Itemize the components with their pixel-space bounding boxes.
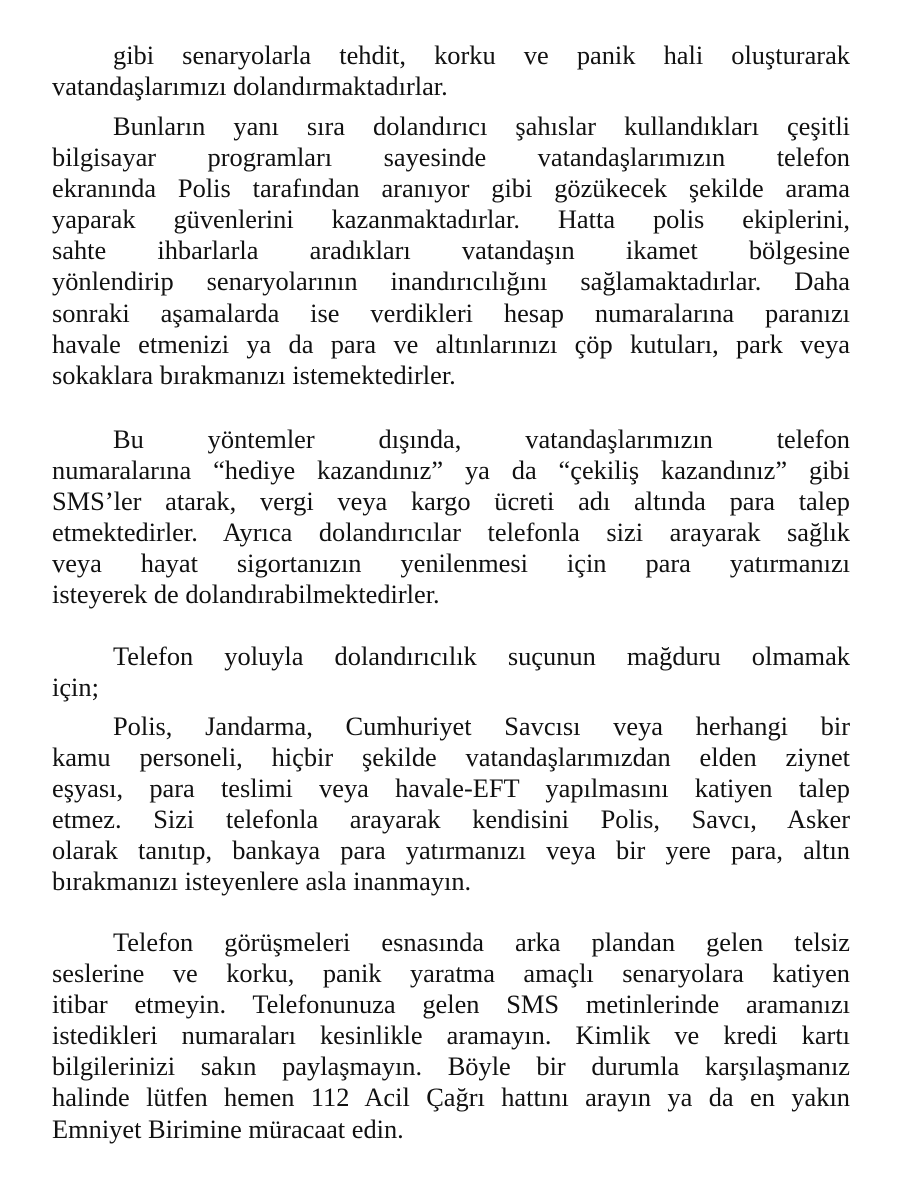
- paragraph-1: [52, 40, 850, 102]
- text-line: seslerine ve korku, panik yaratma amaçlı senaryolara katiyen: [52, 958, 850, 989]
- text-line: isteyerek de dolandırabilmektedirler.: [52, 579, 440, 610]
- text-line: yaparak güvenlerini kazanmaktadırlar. Hatta polis ekiplerini,: [52, 204, 850, 235]
- text-line: Telefon yoluyla dolandırıcılık suçunun mağduru olmamak: [113, 641, 850, 671]
- text-line: ekranında Polis tarafından aranıyor gibi gözükecek şekilde arama: [52, 173, 850, 204]
- text-line: Emniyet Birimine müracaat edin.: [52, 1113, 404, 1144]
- paragraph-5: [52, 711, 850, 898]
- text-line: eşyası, para teslimi veya havale-EFT yapılmasını katiyen talep: [52, 773, 850, 804]
- text-line: bırakmanızı isteyenlere asla inanmayın.: [52, 866, 472, 897]
- text-line: sahte ihbarlarla aradıkları vatandaşın ikamet bölgesine: [52, 235, 850, 266]
- paragraph-6: [52, 927, 850, 1145]
- text-line: için;: [52, 672, 99, 703]
- paragraph-3: [52, 424, 850, 611]
- paragraph-4: [52, 641, 850, 703]
- text-line: Polis, Jandarma, Cumhuriyet Savcısı veya herhangi bir: [113, 711, 850, 741]
- text-line: bilgilerinizi sakın paylaşmayın. Böyle bir durumla karşılaşmanız: [52, 1051, 850, 1082]
- text-line: kamu personeli, hiçbir şekilde vatandaşlarımızdan elden ziynet: [52, 742, 850, 773]
- text-line: SMS’ler atarak, vergi veya kargo ücreti adı altında para talep: [52, 486, 850, 517]
- text-line: halinde lütfen hemen 112 Acil Çağrı hattını arayın ya da en yakın: [52, 1082, 850, 1113]
- text-line: Bunların yanı sıra dolandırıcı şahıslar kullandıkları çeşitli: [113, 111, 850, 141]
- text-line: bilgisayar programları sayesinde vatandaşlarımızın telefon: [52, 142, 850, 173]
- text-line: itibar etmeyin. Telefonunuza gelen SMS metinlerinde aramanızı: [52, 989, 850, 1020]
- text-line: numaralarına “hediye kazandınız” ya da “çekiliş kazandınız” gibi: [52, 455, 850, 486]
- text-line: sokaklara bırakmanızı istemektedirler.: [52, 359, 456, 390]
- text-line: etmez. Sizi telefonla arayarak kendisini Polis, Savcı, Asker: [52, 804, 850, 835]
- text-line: vatandaşlarımızı dolandırmaktadırlar.: [52, 71, 448, 102]
- text-line: havale etmenizi ya da para ve altınlarınızı çöp kutuları, park veya: [52, 328, 850, 359]
- text-line: yönlendirip senaryolarının inandırıcılığını sağlamaktadırlar. Daha: [52, 266, 850, 297]
- text-line: sonraki aşamalarda ise verdikleri hesap numaralarına paranızı: [52, 297, 850, 328]
- text-line: Bu yöntemler dışında, vatandaşlarımızın telefon: [113, 424, 850, 454]
- text-line: istedikleri numaraları kesinlikle aramayın. Kimlik ve kredi kartı: [52, 1020, 850, 1051]
- paragraph-2: [52, 111, 850, 391]
- text-line: gibi senaryolarla tehdit, korku ve panik hali oluşturarak: [113, 40, 850, 70]
- text-line: etmektedirler. Ayrıca dolandırıcılar telefonla sizi arayarak sağlık: [52, 517, 850, 548]
- text-line: Telefon görüşmeleri esnasında arka plandan gelen telsiz: [113, 927, 850, 957]
- text-line: olarak tanıtıp, bankaya para yatırmanızı veya bir yere para, altın: [52, 835, 850, 866]
- text-line: veya hayat sigortanızın yenilenmesi için para yatırmanızı: [52, 548, 850, 579]
